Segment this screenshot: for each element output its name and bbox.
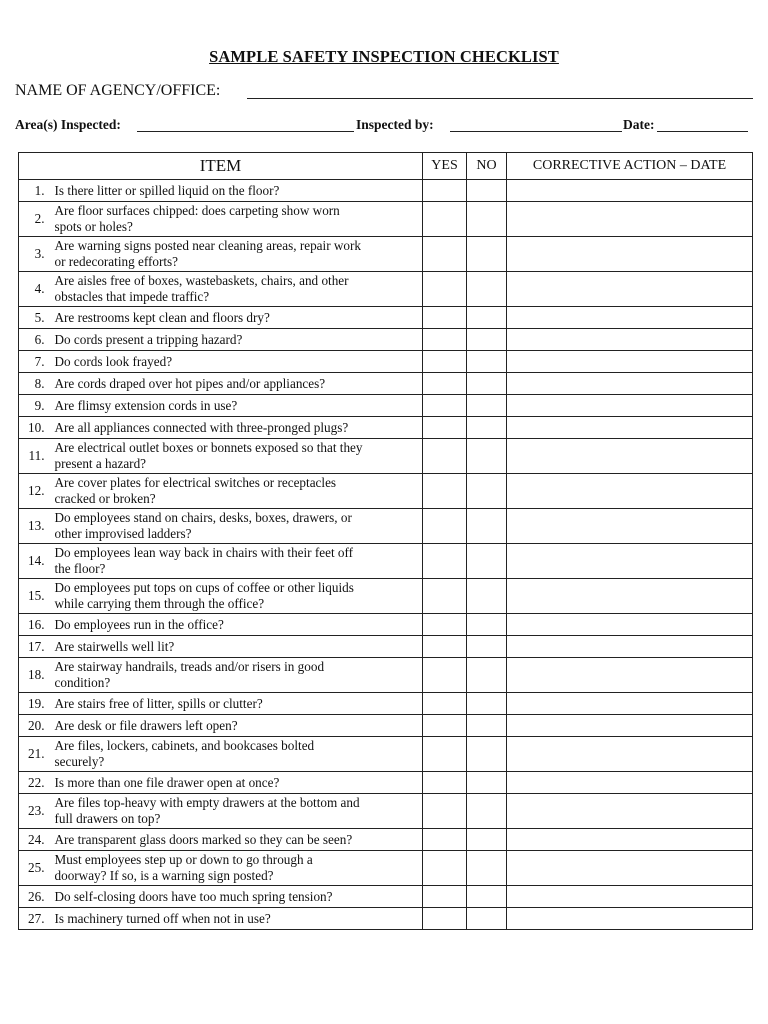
item-question-line: Do self-closing doors have too much spring tension? bbox=[54, 888, 333, 904]
item-question bbox=[53, 614, 423, 636]
table-row bbox=[19, 373, 753, 395]
corrective-action-cell[interactable] bbox=[507, 237, 753, 272]
yes-cell[interactable] bbox=[423, 579, 467, 614]
corrective-action-cell[interactable] bbox=[507, 693, 753, 715]
corrective-action-cell[interactable] bbox=[507, 658, 753, 693]
item-number: 3. bbox=[19, 237, 53, 272]
item-number: 7. bbox=[19, 351, 53, 373]
table-row bbox=[19, 829, 753, 851]
area-label: Area(s) Inspected: bbox=[15, 117, 121, 132]
corrective-action-cell[interactable] bbox=[507, 202, 753, 237]
table-row bbox=[19, 715, 753, 737]
item-question-line: Is there litter or spilled liquid on the floor? bbox=[54, 182, 280, 198]
yes-cell[interactable] bbox=[423, 886, 467, 908]
no-cell[interactable] bbox=[467, 417, 507, 439]
table-row bbox=[19, 272, 753, 307]
yes-cell[interactable] bbox=[423, 829, 467, 851]
item-question-line: Are stairs free of litter, spills or clutter? bbox=[54, 695, 263, 711]
yes-cell[interactable] bbox=[423, 351, 467, 373]
table-row bbox=[19, 329, 753, 351]
item-number: 6. bbox=[19, 329, 53, 351]
yes-header: YES bbox=[423, 153, 467, 180]
corrective-action-cell[interactable] bbox=[507, 614, 753, 636]
corrective-action-cell[interactable] bbox=[507, 851, 753, 886]
table-row bbox=[19, 395, 753, 417]
corrective-action-cell[interactable] bbox=[507, 395, 753, 417]
corrective-action-cell[interactable] bbox=[507, 908, 753, 930]
item-question-line: Are cover plates for electrical switches or receptacles bbox=[54, 475, 337, 490]
agency-field[interactable] bbox=[247, 98, 753, 99]
yes-cell[interactable] bbox=[423, 180, 467, 202]
item-number: 27. bbox=[19, 908, 53, 930]
corrective-action-cell[interactable] bbox=[507, 474, 753, 509]
yes-cell[interactable] bbox=[423, 237, 467, 272]
page-title: SAMPLE SAFETY INSPECTION CHECKLIST bbox=[209, 47, 559, 66]
item-question-line: the floor? bbox=[54, 561, 106, 576]
item-question bbox=[53, 693, 423, 715]
item-question-line: Do employees stand on chairs, desks, boxes, drawers, or bbox=[54, 510, 352, 525]
item-number: 25. bbox=[19, 851, 53, 886]
item-header: ITEM bbox=[19, 153, 423, 180]
table-row bbox=[19, 439, 753, 474]
corrective-action-cell[interactable] bbox=[507, 579, 753, 614]
corrective-action-cell[interactable] bbox=[507, 886, 753, 908]
item-number: 11. bbox=[19, 439, 53, 474]
item-question-line: Are aisles free of boxes, wastebaskets, chairs, and other bbox=[54, 273, 349, 288]
item-question-line: Is more than one file drawer open at once? bbox=[54, 774, 280, 790]
item-question-line: present a hazard? bbox=[54, 456, 147, 471]
item-question-line: Are electrical outlet boxes or bonnets exposed so that they bbox=[54, 440, 363, 455]
item-question bbox=[53, 417, 423, 439]
table-row bbox=[19, 544, 753, 579]
item-number: 13. bbox=[19, 509, 53, 544]
item-question bbox=[53, 886, 423, 908]
item-question-line: doorway? If so, is a warning sign posted? bbox=[54, 868, 274, 883]
item-question bbox=[53, 737, 423, 772]
no-cell[interactable] bbox=[467, 693, 507, 715]
item-question-line: Are cords draped over hot pipes and/or appliances? bbox=[54, 375, 326, 391]
table-row bbox=[19, 202, 753, 237]
no-cell[interactable] bbox=[467, 851, 507, 886]
no-cell[interactable] bbox=[467, 794, 507, 829]
item-number: 10. bbox=[19, 417, 53, 439]
item-question-line: Are files top-heavy with empty drawers at the bottom and bbox=[54, 795, 360, 810]
yes-cell[interactable] bbox=[423, 544, 467, 579]
yes-cell[interactable] bbox=[423, 272, 467, 307]
no-cell[interactable] bbox=[467, 202, 507, 237]
item-question bbox=[53, 351, 423, 373]
item-question-line: spots or holes? bbox=[54, 219, 133, 234]
no-cell[interactable] bbox=[467, 237, 507, 272]
yes-cell[interactable] bbox=[423, 373, 467, 395]
yes-cell[interactable] bbox=[423, 772, 467, 794]
corrective-action-cell[interactable] bbox=[507, 544, 753, 579]
item-question-line: condition? bbox=[54, 675, 111, 690]
item-question bbox=[53, 658, 423, 693]
item-question bbox=[53, 908, 423, 930]
item-question-line: Do cords present a tripping hazard? bbox=[54, 331, 243, 347]
item-question-line: Are stairway handrails, treads and/or risers in good bbox=[54, 659, 325, 674]
yes-cell[interactable] bbox=[423, 794, 467, 829]
no-cell[interactable] bbox=[467, 373, 507, 395]
table-row bbox=[19, 180, 753, 202]
corrective-action-cell[interactable] bbox=[507, 272, 753, 307]
item-question-line: cracked or broken? bbox=[54, 491, 156, 506]
date-field[interactable] bbox=[657, 131, 748, 132]
item-question-line: Do employees put tops on cups of coffee or other liquids bbox=[54, 580, 354, 595]
yes-cell[interactable] bbox=[423, 417, 467, 439]
item-number: 19. bbox=[19, 693, 53, 715]
item-question-line: Are all appliances connected with three-pronged plugs? bbox=[54, 419, 349, 435]
item-question bbox=[53, 474, 423, 509]
table-row bbox=[19, 579, 753, 614]
yes-cell[interactable] bbox=[423, 908, 467, 930]
inspected-by-field[interactable] bbox=[450, 131, 622, 132]
item-question-line: Are stairwells well lit? bbox=[54, 638, 175, 654]
table-row bbox=[19, 636, 753, 658]
no-cell[interactable] bbox=[467, 544, 507, 579]
no-cell[interactable] bbox=[467, 772, 507, 794]
item-question bbox=[53, 202, 423, 237]
area-field[interactable] bbox=[137, 131, 354, 132]
corrective-action-cell[interactable] bbox=[507, 439, 753, 474]
item-question bbox=[53, 829, 423, 851]
no-cell[interactable] bbox=[467, 180, 507, 202]
table-row bbox=[19, 614, 753, 636]
no-cell[interactable] bbox=[467, 329, 507, 351]
item-question bbox=[53, 272, 423, 307]
item-question bbox=[53, 373, 423, 395]
table-header-row bbox=[19, 153, 753, 180]
corrective-action-cell[interactable] bbox=[507, 180, 753, 202]
yes-cell[interactable] bbox=[423, 614, 467, 636]
item-number: 20. bbox=[19, 715, 53, 737]
yes-cell[interactable] bbox=[423, 636, 467, 658]
item-number: 12. bbox=[19, 474, 53, 509]
item-question-line: Are flimsy extension cords in use? bbox=[54, 397, 238, 413]
yes-cell[interactable] bbox=[423, 851, 467, 886]
item-question bbox=[53, 395, 423, 417]
item-number: 8. bbox=[19, 373, 53, 395]
item-number: 23. bbox=[19, 794, 53, 829]
item-question-line: Do cords look frayed? bbox=[54, 353, 173, 369]
yes-cell[interactable] bbox=[423, 509, 467, 544]
item-question-line: Are transparent glass doors marked so they can be seen? bbox=[54, 831, 353, 847]
table-row bbox=[19, 307, 753, 329]
item-question-line: Do employees lean way back in chairs with their feet off bbox=[54, 545, 354, 560]
item-number: 14. bbox=[19, 544, 53, 579]
item-question-line: Are desk or file drawers left open? bbox=[54, 717, 238, 733]
table-row bbox=[19, 794, 753, 829]
table-row bbox=[19, 737, 753, 772]
corrective-action-cell[interactable] bbox=[507, 351, 753, 373]
item-question bbox=[53, 180, 423, 202]
table-row bbox=[19, 509, 753, 544]
yes-cell[interactable] bbox=[423, 715, 467, 737]
no-cell[interactable] bbox=[467, 636, 507, 658]
item-question-line: Must employees step up or down to go through a bbox=[54, 852, 313, 867]
yes-cell[interactable] bbox=[423, 202, 467, 237]
item-number: 18. bbox=[19, 658, 53, 693]
table-row bbox=[19, 886, 753, 908]
corrective-action-cell[interactable] bbox=[507, 737, 753, 772]
no-cell[interactable] bbox=[467, 908, 507, 930]
table-row bbox=[19, 908, 753, 930]
item-question-line: Are restrooms kept clean and floors dry? bbox=[54, 309, 270, 325]
item-question-line: Are files, lockers, cabinets, and bookcases bolted bbox=[54, 738, 315, 753]
item-number: 5. bbox=[19, 307, 53, 329]
area-row bbox=[15, 117, 121, 133]
table-row bbox=[19, 417, 753, 439]
item-number: 2. bbox=[19, 202, 53, 237]
corrective-action-cell[interactable] bbox=[507, 794, 753, 829]
corrective-action-cell[interactable] bbox=[507, 509, 753, 544]
checklist-table bbox=[18, 152, 753, 930]
yes-cell[interactable] bbox=[423, 439, 467, 474]
no-cell[interactable] bbox=[467, 829, 507, 851]
table-row bbox=[19, 351, 753, 373]
yes-cell[interactable] bbox=[423, 395, 467, 417]
corrective-action-cell[interactable] bbox=[507, 772, 753, 794]
table-row bbox=[19, 658, 753, 693]
item-number: 15. bbox=[19, 579, 53, 614]
no-cell[interactable] bbox=[467, 272, 507, 307]
corrective-action-cell[interactable] bbox=[507, 417, 753, 439]
table-row bbox=[19, 772, 753, 794]
no-cell[interactable] bbox=[467, 614, 507, 636]
item-question bbox=[53, 715, 423, 737]
item-question bbox=[53, 307, 423, 329]
yes-cell[interactable] bbox=[423, 307, 467, 329]
item-question-line: while carrying them through the office? bbox=[54, 596, 265, 611]
item-number: 16. bbox=[19, 614, 53, 636]
item-number: 24. bbox=[19, 829, 53, 851]
item-question bbox=[53, 794, 423, 829]
yes-cell[interactable] bbox=[423, 658, 467, 693]
agency-label: NAME OF AGENCY/OFFICE: bbox=[15, 82, 221, 99]
corrective-action-cell[interactable] bbox=[507, 715, 753, 737]
yes-cell[interactable] bbox=[423, 474, 467, 509]
no-cell[interactable] bbox=[467, 658, 507, 693]
corrective-action-cell[interactable] bbox=[507, 307, 753, 329]
item-number: 1. bbox=[19, 180, 53, 202]
corrective-action-cell[interactable] bbox=[507, 636, 753, 658]
yes-cell[interactable] bbox=[423, 329, 467, 351]
item-question-line: Is machinery turned off when not in use? bbox=[54, 910, 271, 926]
item-number: 21. bbox=[19, 737, 53, 772]
no-cell[interactable] bbox=[467, 395, 507, 417]
item-question bbox=[53, 509, 423, 544]
item-question-line: or redecorating efforts? bbox=[54, 254, 179, 269]
item-question bbox=[53, 439, 423, 474]
item-number: 22. bbox=[19, 772, 53, 794]
table-row bbox=[19, 474, 753, 509]
no-cell[interactable] bbox=[467, 307, 507, 329]
item-question bbox=[53, 579, 423, 614]
no-cell[interactable] bbox=[467, 715, 507, 737]
yes-cell[interactable] bbox=[423, 693, 467, 715]
table-row bbox=[19, 693, 753, 715]
item-question-line: Do employees run in the office? bbox=[54, 616, 224, 632]
item-question bbox=[53, 636, 423, 658]
item-number: 9. bbox=[19, 395, 53, 417]
inspected-by-label: Inspected by: bbox=[356, 117, 434, 132]
item-question bbox=[53, 544, 423, 579]
item-question-line: securely? bbox=[54, 754, 105, 769]
item-question bbox=[53, 329, 423, 351]
no-header: NO bbox=[467, 153, 507, 180]
no-cell[interactable] bbox=[467, 579, 507, 614]
item-number: 4. bbox=[19, 272, 53, 307]
no-cell[interactable] bbox=[467, 509, 507, 544]
item-question-line: full drawers on top? bbox=[54, 811, 161, 826]
table-row bbox=[19, 851, 753, 886]
table-row bbox=[19, 237, 753, 272]
item-question-line: Are floor surfaces chipped: does carpeting show worn bbox=[54, 203, 340, 218]
no-cell[interactable] bbox=[467, 886, 507, 908]
item-question-line: Are warning signs posted near cleaning areas, repair work bbox=[54, 238, 361, 253]
item-number: 26. bbox=[19, 886, 53, 908]
corrective-action-header: CORRECTIVE ACTION – DATE bbox=[507, 153, 753, 180]
date-label: Date: bbox=[623, 117, 655, 132]
item-question-line: obstacles that impede traffic? bbox=[54, 289, 210, 304]
yes-cell[interactable] bbox=[423, 737, 467, 772]
no-cell[interactable] bbox=[467, 737, 507, 772]
no-cell[interactable] bbox=[467, 351, 507, 373]
no-cell[interactable] bbox=[467, 439, 507, 474]
corrective-action-cell[interactable] bbox=[507, 829, 753, 851]
item-number: 17. bbox=[19, 636, 53, 658]
item-question-line: other improvised ladders? bbox=[54, 526, 192, 541]
corrective-action-cell[interactable] bbox=[507, 329, 753, 351]
item-question bbox=[53, 772, 423, 794]
item-question bbox=[53, 851, 423, 886]
corrective-action-cell[interactable] bbox=[507, 373, 753, 395]
item-question bbox=[53, 237, 423, 272]
no-cell[interactable] bbox=[467, 474, 507, 509]
